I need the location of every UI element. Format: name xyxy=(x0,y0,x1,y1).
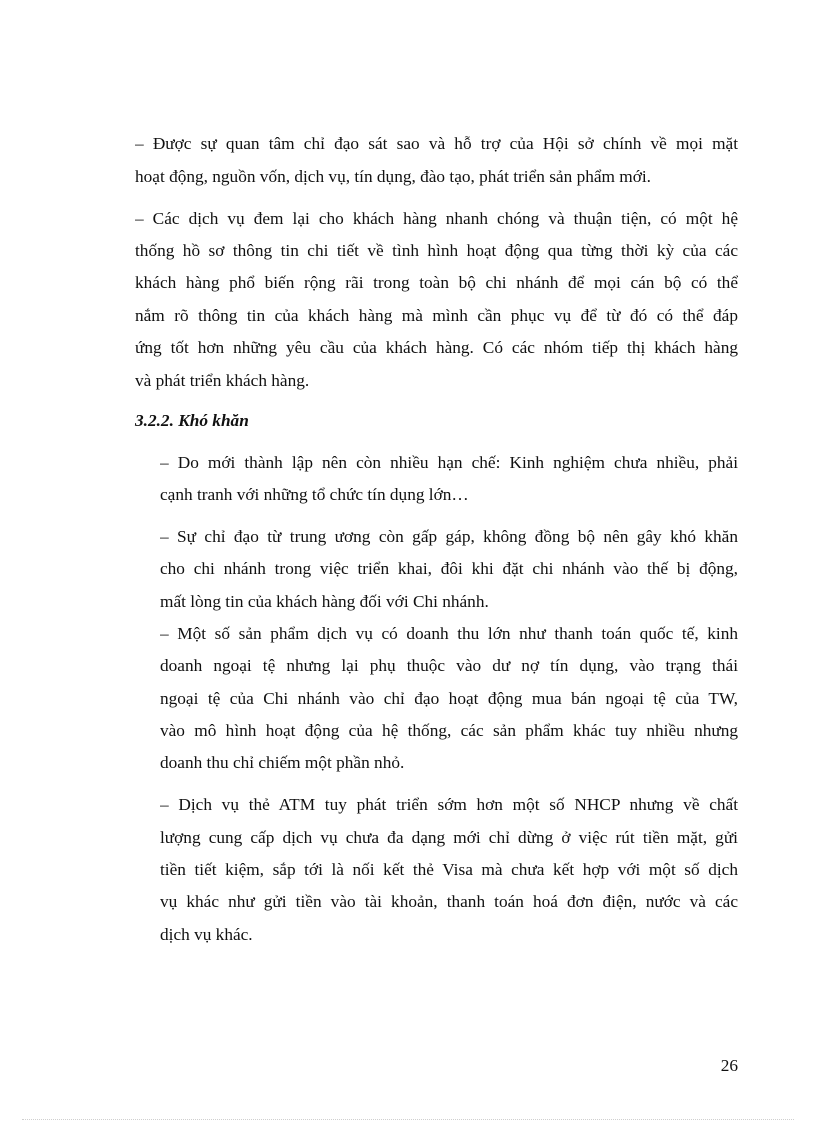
paragraph-2-line-6: và phát triển khách hàng. xyxy=(135,371,310,390)
difficulty-2-line-1: – Sự chỉ đạo từ trung ương còn gấp gáp, không đồng bộ nên gây khó khăn xyxy=(160,527,738,546)
difficulty-3-line-4: vào mô hình hoạt động của hệ thống, các sản phẩm khác tuy nhiều nhưng xyxy=(160,721,738,740)
difficulty-2-line-2: cho chi nhánh trong việc triển khai, đôi khi đặt chi nhánh vào thế bị động, xyxy=(160,559,738,578)
difficulty-2-line-3: mất lòng tin của khách hàng đối với Chi nhánh. xyxy=(160,592,489,611)
difficulty-4-line-2: lượng cung cấp dịch vụ chưa đa dạng mới chỉ dừng ở việc rút tiền mặt, gửi xyxy=(160,828,738,847)
paragraph-2-line-1: – Các dịch vụ đem lại cho khách hàng nhanh chóng và thuận tiện, có một hệ xyxy=(135,209,738,228)
paragraph-2-line-5: ứng tốt hơn những yêu cầu của khách hàng. Có các nhóm tiếp thị khách hàng xyxy=(135,338,738,357)
difficulty-1-line-2: cạnh tranh với những tổ chức tín dụng lớn… xyxy=(160,485,469,504)
difficulty-1-line-1: – Do mới thành lập nên còn nhiều hạn chế: Kinh nghiệm chưa nhiều, phải xyxy=(160,453,738,472)
footer-divider xyxy=(22,1119,794,1120)
paragraph-2-line-3: khách hàng phổ biến rộng rãi trong toàn bộ chi nhánh để mọi cán bộ có thể xyxy=(135,273,738,292)
paragraph-2-line-2: thống hồ sơ thông tin chi tiết về tình hình hoạt động qua từng thời kỳ của các xyxy=(135,241,738,260)
difficulty-3-line-1: – Một số sản phẩm dịch vụ có doanh thu lớn như thanh toán quốc tế, kinh xyxy=(160,624,738,643)
difficulty-3-line-5: doanh thu chỉ chiếm một phần nhỏ. xyxy=(160,753,405,772)
difficulty-4-line-4: vụ khác như gửi tiền vào tài khoản, thanh toán hoá đơn điện, nước và các xyxy=(160,892,738,911)
paragraph-1-line-1: – Được sự quan tâm chỉ đạo sát sao và hỗ trợ của Hội sở chính về mọi mặt xyxy=(135,134,738,153)
difficulty-3-line-2: doanh ngoại tệ nhưng lại phụ thuộc vào dư nợ tín dụng, vào trạng thái xyxy=(160,656,738,675)
difficulty-4-line-1: – Dịch vụ thẻ ATM tuy phát triển sớm hơn một số NHCP nhưng về chất xyxy=(160,795,738,814)
difficulty-4-line-5: dịch vụ khác. xyxy=(160,925,253,944)
section-heading: 3.2.2. Khó khăn xyxy=(135,411,249,430)
difficulty-3-line-3: ngoại tệ của Chi nhánh vào chỉ đạo hoạt động mua bán ngoại tệ của TW, xyxy=(160,689,738,708)
page-number: 26 xyxy=(720,1056,738,1075)
difficulty-4-line-3: tiền tiết kiệm, sắp tới là nối kết thẻ Visa mà chưa kết hợp với một số dịch xyxy=(160,860,738,879)
paragraph-2-line-4: nắm rõ thông tin của khách hàng mà mình cần phục vụ để từ đó có thể đáp xyxy=(135,306,738,325)
paragraph-1-line-2: hoạt động, nguồn vốn, dịch vụ, tín dụng, đào tạo, phát triển sản phẩm mới. xyxy=(135,167,651,186)
